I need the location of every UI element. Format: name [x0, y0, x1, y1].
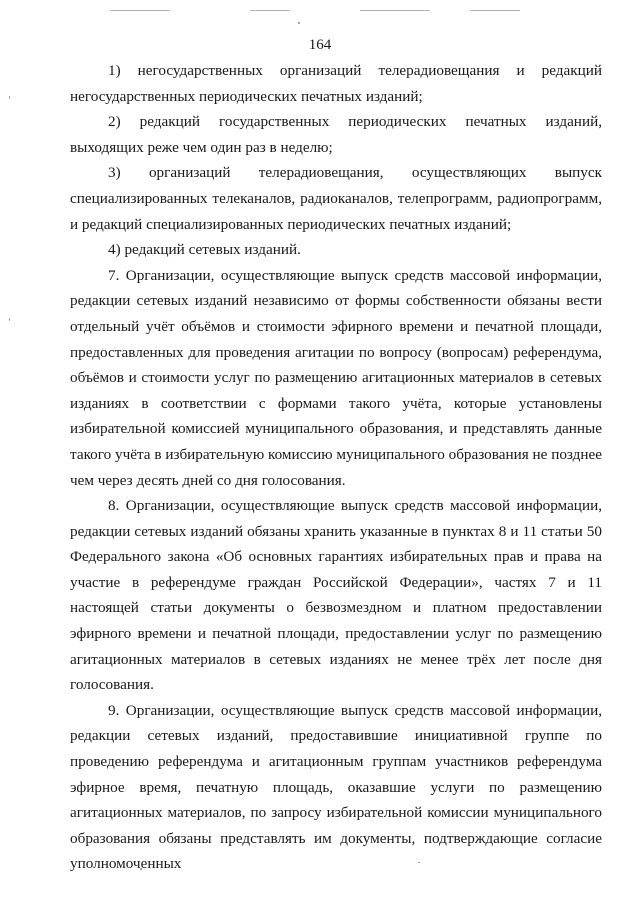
- paragraph-item-4: 4) редакций сетевых изданий.: [108, 241, 301, 259]
- paragraph-item-3: 3) организаций телерадиовещания, осуществляющих выпуск специализированных телеканалов, радиоканалов, телепрограмм, радиопрограмм, и редакций специализированных периодических печатных изданий;: [70, 164, 602, 233]
- paragraph-clause-8: 8. Организации, осуществляющие выпуск средств массовой информации, редакции сетевых изданий обязаны хранить указанные в пунктах 8 и 11 статьи 50 Федерального закона «Об основных гарантиях избирательных прав и права на участие в референдуме граждан Российской Федерации», частях 7 и 11 настоящей статьи документы о безвозмездном и платном предоставлении эфирного времени и печатной площади, предоставлении услуг по размещению агитационных материалов в сетевых изданиях не менее трёх лет после дня голосования.: [70, 497, 602, 694]
- scan-artifact: [110, 10, 170, 11]
- document-body: [70, 58, 602, 877]
- paragraph-item-1: 1) негосударственных организаций телерадиовещания и редакций негосударственных периодических печатных изданий;: [70, 62, 602, 105]
- paragraph-item-2: 2) редакций государственных периодических печатных изданий, выходящих реже чем один раз в неделю;: [70, 113, 602, 156]
- paragraph-clause-7: 7. Организации, осуществляющие выпуск средств массовой информации, редакции сетевых изданий независимо от формы собственности обязаны вести отдельный учёт объёмов и стоимости эфирного времени и печатной площади, предоставленных для проведения агитации по вопросу (вопросам) референдума, объёмов и стоимости услуг по размещению агитационных материалов в сетевых изданиях в соответствии с формами такого учёта, которые установлены избирательной комиссией муниципального образования, и представлять данные такого учёта в избирательную комиссию муниципального образования не позднее чем через десять дней со дня голосования.: [70, 266, 602, 489]
- scan-artifact: [9, 318, 10, 321]
- scan-artifact: [360, 10, 430, 11]
- scan-artifact: [9, 96, 10, 99]
- scan-artifact: [298, 22, 300, 24]
- scan-artifact: [250, 10, 290, 11]
- scan-artifact: [470, 10, 520, 11]
- paragraph-clause-9: 9. Организации, осуществляющие выпуск средств массовой информации, редакции сетевых изданий, предоставившие инициативной группе по проведению референдума и агитационным группам участников референдума эфирное время, печатную площадь, оказавшие услуги по размещению агитационных материалов, по запросу избирательной комиссии муниципального образования обязаны представлять им документы, подтверждающие согласие уполномоченных: [70, 701, 602, 873]
- page-number: 164: [308, 37, 332, 53]
